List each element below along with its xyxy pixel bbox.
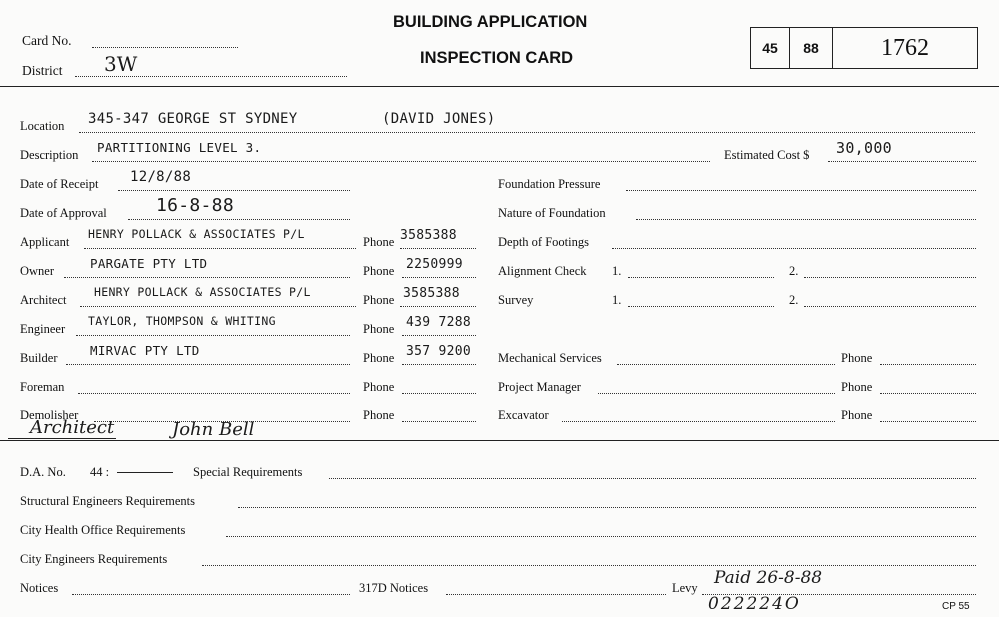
district-line (75, 76, 347, 77)
owner-value: PARGATE PTY LTD (90, 256, 208, 271)
notices-line (72, 594, 350, 595)
city-health-label: City Health Office Requirements (20, 523, 186, 537)
architect-phone-label: Phone (363, 293, 395, 307)
excavator-phone-label: Phone (841, 408, 873, 422)
title-line-2: INSPECTION CARD (420, 49, 574, 67)
structural-requirements-line (238, 507, 976, 508)
date-approval-line (128, 219, 350, 220)
box-cell-number: 1762 (881, 34, 929, 61)
alignment-line-2 (804, 277, 976, 278)
builder-label: Builder (20, 351, 58, 365)
architect-line (80, 306, 356, 307)
da-no-value: 44 : (90, 465, 110, 479)
description-value: PARTITIONING LEVEL 3. (97, 140, 262, 155)
date-approval-label: Date of Approval (20, 206, 107, 220)
notices-317d-line (446, 594, 666, 595)
foreman-phone-line (402, 393, 476, 394)
notices-317d-label: 317D Notices (359, 581, 429, 595)
owner-line (64, 277, 350, 278)
architect-phone-line (400, 306, 476, 307)
builder-line (66, 364, 350, 365)
date-receipt-label: Date of Receipt (20, 177, 99, 191)
location-line (79, 132, 975, 133)
mechanical-phone-line (880, 364, 976, 365)
description-label: Description (20, 148, 79, 162)
project-manager-line (598, 393, 835, 394)
mechanical-phone-label: Phone (841, 351, 873, 365)
alignment-line-1 (628, 277, 774, 278)
city-engineers-label: City Engineers Requirements (20, 552, 168, 566)
engineer-phone-label: Phone (363, 322, 395, 336)
handwritten-note-role: Architect (30, 417, 115, 438)
handwritten-underline (8, 438, 116, 439)
depth-footings-label: Depth of Footings (498, 235, 589, 249)
architect-value: HENRY POLLACK & ASSOCIATES P/L (94, 285, 311, 299)
alignment-num-2: 2. (789, 264, 799, 278)
card-no-line (92, 47, 238, 48)
mechanical-services-line (617, 364, 835, 365)
project-manager-phone-line (880, 393, 976, 394)
depth-footings-line (612, 248, 976, 249)
card-no-label: Card No. (22, 33, 72, 48)
da-no-dash (117, 472, 173, 473)
nature-foundation-line (636, 219, 976, 220)
levy-number: 022224O (708, 594, 801, 614)
date-receipt-value: 12/8/88 (130, 169, 192, 185)
description-line (92, 161, 710, 162)
notices-label: Notices (20, 581, 59, 595)
owner-phone-label: Phone (363, 264, 395, 278)
engineer-value: TAYLOR, THOMPSON & WHITING (88, 314, 276, 328)
project-manager-phone-label: Phone (841, 380, 873, 394)
excavator-phone-line (880, 421, 976, 422)
city-engineers-line (202, 565, 976, 566)
project-manager-label: Project Manager (498, 380, 581, 394)
applicant-label: Applicant (20, 235, 70, 249)
form-code: CP 55 (942, 601, 970, 612)
applicant-line (84, 248, 356, 249)
estimated-cost-line (828, 161, 976, 162)
survey-label: Survey (498, 293, 534, 307)
demolisher-label: Demolisher (20, 408, 79, 422)
card-number-box (750, 27, 978, 69)
excavator-label: Excavator (498, 408, 549, 422)
survey-line-1 (628, 306, 774, 307)
alignment-num-1: 1. (612, 264, 622, 278)
mechanical-services-label: Mechanical Services (498, 351, 602, 365)
district-label: District (22, 63, 63, 78)
applicant-phone: 3585388 (400, 228, 457, 243)
builder-phone-label: Phone (363, 351, 395, 365)
builder-phone-line (402, 364, 476, 365)
architect-phone: 3585388 (403, 286, 460, 301)
structural-requirements-label: Structural Engineers Requirements (20, 494, 195, 508)
city-health-line (226, 536, 976, 537)
district-value: 3W (104, 52, 138, 76)
owner-label: Owner (20, 264, 55, 278)
special-requirements-label: Special Requirements (193, 465, 303, 479)
levy-value: Paid 26-8-88 (714, 568, 823, 588)
date-receipt-line (118, 190, 350, 191)
levy-label: Levy (672, 581, 698, 595)
location-value: 345-347 GEORGE ST SYDNEY (88, 111, 298, 127)
estimated-cost-value: 30,000 (836, 139, 892, 157)
applicant-phone-label: Phone (363, 235, 395, 249)
foreman-phone-label: Phone (363, 380, 395, 394)
survey-num-1: 1. (612, 293, 622, 307)
owner-phone: 2250999 (406, 257, 463, 272)
da-no-label: D.A. No. (20, 465, 66, 479)
engineer-label: Engineer (20, 322, 66, 336)
foundation-pressure-line (626, 190, 976, 191)
excavator-line (562, 421, 835, 422)
nature-foundation-label: Nature of Foundation (498, 206, 606, 220)
survey-line-2 (804, 306, 976, 307)
estimated-cost-label: Estimated Cost $ (724, 148, 810, 162)
foundation-pressure-label: Foundation Pressure (498, 177, 601, 191)
demolisher-phone-label: Phone (363, 408, 395, 422)
survey-num-2: 2. (789, 293, 799, 307)
builder-phone: 357 9200 (406, 344, 472, 359)
architect-label: Architect (20, 293, 67, 307)
location-note: (DAVID JONES) (382, 111, 496, 127)
foreman-label: Foreman (20, 380, 65, 394)
builder-value: MIRVAC PTY LTD (90, 343, 200, 358)
applicant-phone-line (400, 248, 476, 249)
engineer-phone-line (402, 335, 476, 336)
box-cell-1: 45 (751, 28, 790, 68)
date-approval-value: 16-8-88 (156, 195, 234, 216)
alignment-check-label: Alignment Check (498, 264, 587, 278)
divider-middle (0, 440, 999, 441)
engineer-phone: 439 7288 (406, 315, 472, 330)
handwritten-note-name: John Bell (172, 419, 255, 440)
title-line-1: BUILDING APPLICATION (393, 13, 588, 31)
foreman-line (78, 393, 350, 394)
location-label: Location (20, 119, 65, 133)
demolisher-phone-line (402, 421, 476, 422)
special-requirements-line (329, 478, 976, 479)
box-cell-2: 88 (790, 28, 833, 68)
owner-phone-line (402, 277, 476, 278)
engineer-line (76, 335, 350, 336)
applicant-value: HENRY POLLACK & ASSOCIATES P/L (88, 227, 305, 241)
divider-top (0, 86, 999, 87)
